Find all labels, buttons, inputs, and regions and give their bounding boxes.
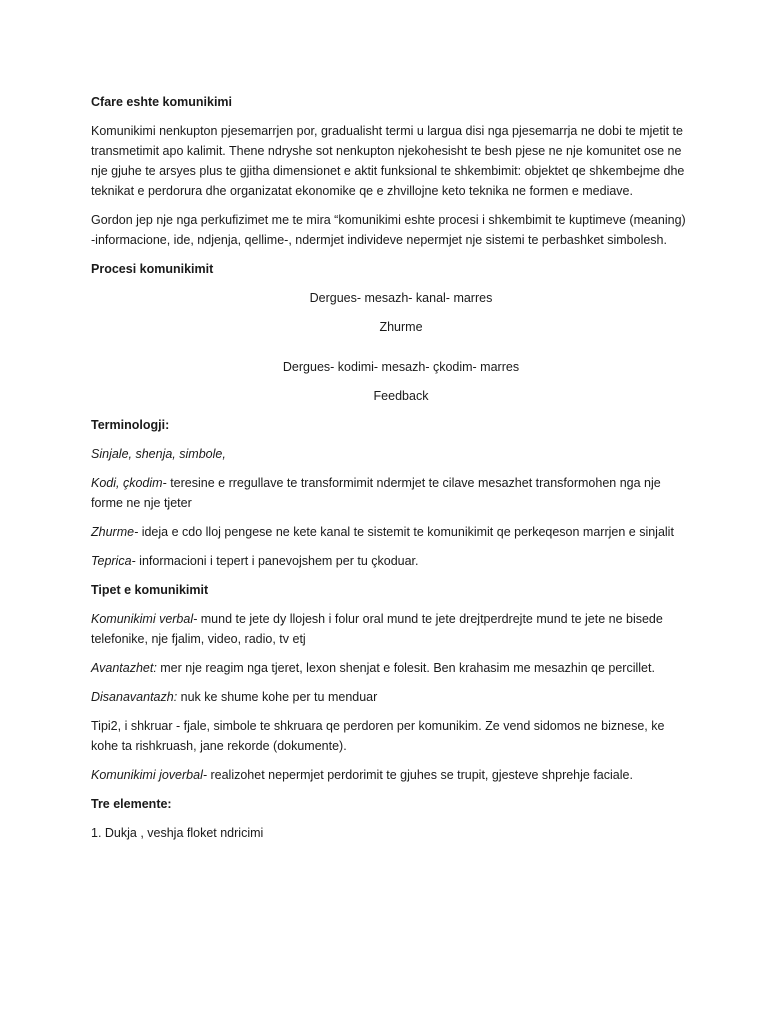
advantages [91, 658, 691, 678]
disadvantages-text: nuk ke shume kohe per tu menduar [177, 690, 378, 704]
term-zhurme-name: Zhurme- [91, 525, 139, 539]
process-feedback: Feedback [373, 389, 429, 403]
disadvantages-name: Disanavantazh: [91, 690, 178, 704]
type-verbal-name: Komunikimi verbal- [91, 612, 198, 626]
doc-title: Cfare eshte komunikimi [91, 95, 233, 109]
type-written: Tipi2, i shkruar - fjale, simbole te shkruara qe perdoren per komunikim. Ze vend sidomos ne biznese, ke kohe ta rishkruash, jane rekorde (dokumente). [91, 719, 665, 753]
spacer [91, 346, 691, 357]
process-noise: Zhurme [379, 320, 423, 334]
process-model-2: Dergues- kodimi- mesazh- çkodim- marres [282, 360, 520, 374]
process-model-1: Dergues- mesazh- kanal- marres [309, 291, 493, 305]
terminology-heading: Terminologji: [91, 418, 170, 432]
term-teprica-name: Teprica- [91, 554, 136, 568]
term-kodi [91, 473, 691, 513]
term-teprica-text: informacioni i tepert i panevojshem per tu çkoduar. [135, 554, 419, 568]
term-kodi-name: Kodi, çkodim- [91, 476, 167, 490]
paragraph-gordon: Gordon jep nje nga perkufizimet me te mira “komunikimi eshte procesi i shkembimit te kuptimeve (meaning) -informacione, ide, ndjenja, qellime-, ndermjet individeve nepermjet nje sistemi te perbashket simbolesh. [91, 213, 686, 247]
paragraph-definition: Komunikimi nenkupton pjesemarrjen por, gradualisht termi u largua disi nga pjesemarrja ne dobi te mjetit te transmetimit apo kalimit. Thene ndryshe sot nenkupton njekohesisht te besh pjese ne nje komunitet ose ne nje gjuhe te arsyes plus te gjitha dimensionet e aktit funksional te shkembimit: objektet qe shkembejme dhe teknikat e perdorura dhe organizatat ekonomike qe e zhvillojne keto teknika ne formen e mediave. [91, 124, 685, 198]
advantages-text: mer nje reagim nga tjeret, lexon shenjat e folesit. Ben krahasim me mesazhin qe percillet. [156, 661, 655, 675]
elements-heading: Tre elemente: [91, 797, 172, 811]
type-verbal-text: mund te jete dy llojesh i folur oral mund te jete drejtperdrejte mund te jete ne bisede telefonike, nje fjalim, video, radio, tv etj [91, 612, 663, 646]
type-nonverbal-text: realizohet nepermjet perdorimit te gjuhes se trupit, gjesteve shprehje faciale. [207, 768, 633, 782]
process-heading: Procesi komunikimit [91, 262, 214, 276]
term-teprica [91, 551, 691, 571]
element-item-1: 1. Dukja , veshja floket ndricimi [91, 826, 264, 840]
document-body [91, 92, 691, 852]
type-nonverbal [91, 765, 691, 785]
type-nonverbal-name: Komunikimi joverbal- [91, 768, 208, 782]
type-verbal [91, 609, 691, 649]
types-heading: Tipet e komunikimit [91, 583, 209, 597]
disadvantages [91, 687, 691, 707]
terms-intro: Sinjale, shenja, simbole, [91, 447, 226, 461]
term-zhurme-text: ideja e cdo lloj pengese ne kete kanal te sistemit te komunikimit qe perkeqeson marrjen e sinjalit [138, 525, 674, 539]
advantages-name: Avantazhet: [91, 661, 157, 675]
term-zhurme [91, 522, 691, 542]
term-kodi-text: teresine e rregullave te transformimit ndermjet te cilave mesazhet transformohen nga nje forme ne nje tjeter [91, 476, 661, 510]
